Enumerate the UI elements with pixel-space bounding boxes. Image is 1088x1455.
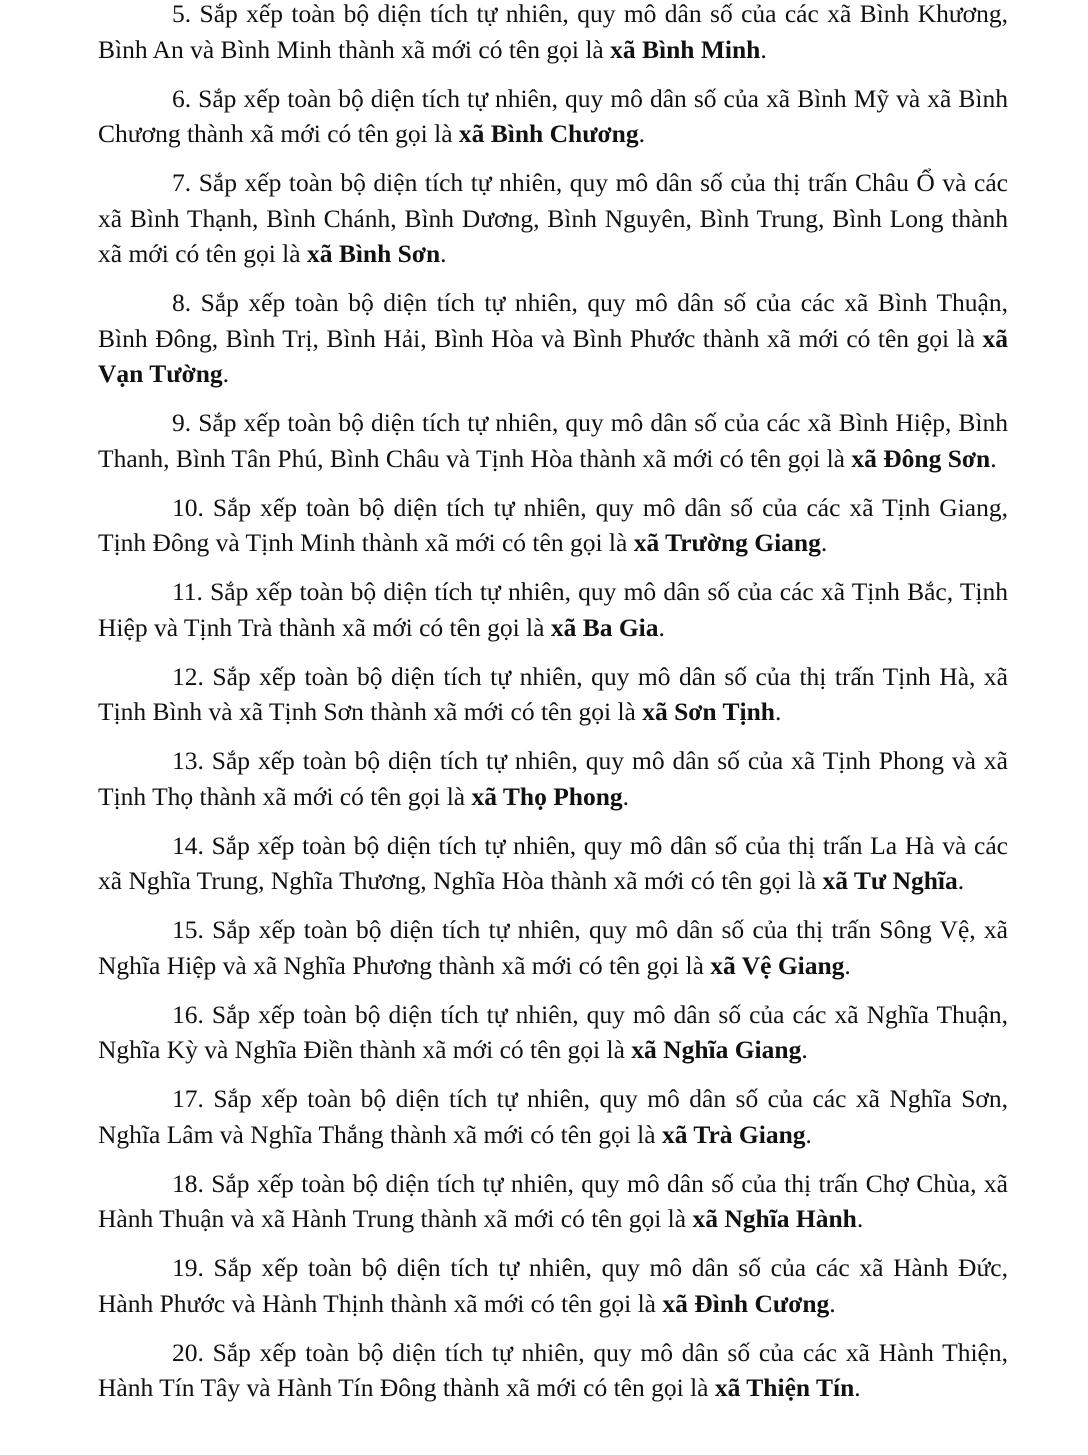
- clause-8: 8. Sắp xếp toàn bộ diện tích tự nhiên, quy mô dân số của các xã Bình Thuận, Bình Đông, Bình Trị, Bình Hải, Bình Hòa và Bình Phước thành xã mới có tên gọi là xã Vạn Tường.: [98, 288, 1008, 388]
- new-commune-name: xã Vạn Tường: [98, 323, 1008, 388]
- clause-text: 13. Sắp xếp toàn bộ diện tích tự nhiên, quy mô dân số của xã Tịnh Phong và xã Tịnh Thọ thành xã mới có tên gọi là: [98, 746, 1008, 811]
- clause-10: 10. Sắp xếp toàn bộ diện tích tự nhiên, quy mô dân số của các xã Tịnh Giang, Tịnh Đông và Tịnh Minh thành xã mới có tên gọi là xã Trường Giang.: [98, 492, 1008, 557]
- clause-13: 13. Sắp xếp toàn bộ diện tích tự nhiên, quy mô dân số của xã Tịnh Phong và xã Tịnh Thọ thành xã mới có tên gọi là xã Thọ Phong.: [98, 746, 1008, 811]
- new-commune-name: xã Bình Minh: [610, 34, 761, 64]
- new-commune-name: xã Ba Gia: [550, 612, 659, 642]
- clause-text: 8. Sắp xếp toàn bộ diện tích tự nhiên, quy mô dân số của các xã Bình Thuận, Bình Đông, Bình Trị, Bình Hải, Bình Hòa và Bình Phước thành xã mới có tên gọi là: [98, 288, 1008, 353]
- new-commune-name: xã Đình Cương: [662, 1288, 830, 1318]
- new-commune-name: xã Nghĩa Giang: [631, 1035, 802, 1064]
- clause-16: 16. Sắp xếp toàn bộ diện tích tự nhiên, quy mô dân số của các xã Nghĩa Thuận, Nghĩa Kỳ và Nghĩa Điền thành xã mới có tên gọi là xã Nghĩa Giang.: [98, 999, 1008, 1064]
- clause-text: 16. Sắp xếp toàn bộ diện tích tự nhiên, quy mô dân số của các xã Nghĩa Thuận, Nghĩa Kỳ và Nghĩa Điền thành xã mới có tên gọi là: [98, 999, 1008, 1064]
- new-commune-name: xã Tư Nghĩa: [822, 866, 958, 895]
- new-commune-name: xã Trà Giang: [661, 1119, 806, 1149]
- new-commune-name: xã Thọ Phong: [471, 781, 623, 811]
- clause-text: 15. Sắp xếp toàn bộ diện tích tự nhiên, quy mô dân số của thị trấn Sông Vệ, xã Nghĩa Hiệp và xã Nghĩa Phương thành xã mới có tên gọi là: [98, 915, 1008, 980]
- clause-text: 5. Sắp xếp toàn bộ diện tích tự nhiên, quy mô dân số của các xã Bình Khương, Bình An và Bình Minh thành xã mới có tên gọi là: [98, 0, 1008, 64]
- clause-7: 7. Sắp xếp toàn bộ diện tích tự nhiên, quy mô dân số của thị trấn Châu Ổ và các xã Bình Thạnh, Bình Chánh, Bình Dương, Bình Nguyên, Bình Trung, Bình Long thành xã mới có tên gọi là xã Bình Sơn.: [98, 168, 1008, 268]
- clause-6: 6. Sắp xếp toàn bộ diện tích tự nhiên, quy mô dân số của xã Bình Mỹ và xã Bình Chương thành xã mới có tên gọi là xã Bình Chương.: [98, 83, 1008, 148]
- clause-11: 11. Sắp xếp toàn bộ diện tích tự nhiên, quy mô dân số của các xã Tịnh Bắc, Tịnh Hiệp và Tịnh Trà thành xã mới có tên gọi là xã Ba Gia.: [98, 577, 1008, 642]
- clause-14: 14. Sắp xếp toàn bộ diện tích tự nhiên, quy mô dân số của thị trấn La Hà và các xã Nghĩa Trung, Nghĩa Thương, Nghĩa Hòa thành xã mới có tên gọi là xã Tư Nghĩa.: [98, 830, 1008, 895]
- new-commune-name: xã Vệ Giang: [710, 950, 845, 980]
- clause-18: 18. Sắp xếp toàn bộ diện tích tự nhiên, quy mô dân số của thị trấn Chợ Chùa, xã Hành Thuận và xã Hành Trung thành xã mới có tên gọi là xã Nghĩa Hành.: [98, 1168, 1008, 1233]
- new-commune-name: xã Đông Sơn: [851, 443, 991, 473]
- clause-text: 20. Sắp xếp toàn bộ diện tích tự nhiên, quy mô dân số của các xã Hành Thiện, Hành Tín Tây và Hành Tín Đông thành xã mới có tên gọi là: [98, 1337, 1008, 1402]
- clause-17: 17. Sắp xếp toàn bộ diện tích tự nhiên, quy mô dân số của các xã Nghĩa Sơn, Nghĩa Lâm và Nghĩa Thắng thành xã mới có tên gọi là xã Trà Giang.: [98, 1084, 1008, 1149]
- clause-5: 5. Sắp xếp toàn bộ diện tích tự nhiên, quy mô dân số của các xã Bình Khương, Bình An và Bình Minh thành xã mới có tên gọi là xã Bình Minh.: [98, 0, 1008, 64]
- new-commune-name: xã Nghĩa Hành: [692, 1204, 857, 1233]
- clause-text: 11. Sắp xếp toàn bộ diện tích tự nhiên, quy mô dân số của các xã Tịnh Bắc, Tịnh Hiệp và Tịnh Trà thành xã mới có tên gọi là: [98, 577, 1008, 642]
- new-commune-name: xã Bình Sơn: [306, 239, 441, 268]
- new-commune-name: xã Bình Chương: [458, 119, 639, 148]
- clause-15: 15. Sắp xếp toàn bộ diện tích tự nhiên, quy mô dân số của thị trấn Sông Vệ, xã Nghĩa Hiệp và xã Nghĩa Phương thành xã mới có tên gọi là xã Vệ Giang.: [98, 915, 1008, 980]
- clause-text: 7. Sắp xếp toàn bộ diện tích tự nhiên, quy mô dân số của thị trấn Châu Ổ và các xã Bình Thạnh, Bình Chánh, Bình Dương, Bình Nguyên, Bình Trung, Bình Long thành xã mới có tên gọi là: [98, 168, 1008, 268]
- clause-text: 6. Sắp xếp toàn bộ diện tích tự nhiên, quy mô dân số của xã Bình Mỹ và xã Bình Chương thành xã mới có tên gọi là: [98, 83, 1008, 148]
- clause-20: 20. Sắp xếp toàn bộ diện tích tự nhiên, quy mô dân số của các xã Hành Thiện, Hành Tín Tây và Hành Tín Đông thành xã mới có tên gọi là xã Thiện Tín.: [98, 1337, 1008, 1402]
- clause-text: 14. Sắp xếp toàn bộ diện tích tự nhiên, quy mô dân số của thị trấn La Hà và các xã Nghĩa Trung, Nghĩa Thương, Nghĩa Hòa thành xã mới có tên gọi là: [98, 830, 1008, 895]
- clause-text: 19. Sắp xếp toàn bộ diện tích tự nhiên, quy mô dân số của các xã Hành Đức, Hành Phước và Hành Thịnh thành xã mới có tên gọi là: [98, 1253, 1008, 1318]
- clause-text: 9. Sắp xếp toàn bộ diện tích tự nhiên, quy mô dân số của các xã Bình Hiệp, Bình Thanh, Bình Tân Phú, Bình Châu và Tịnh Hòa thành xã mới có tên gọi là: [98, 408, 1008, 473]
- clause-19: 19. Sắp xếp toàn bộ diện tích tự nhiên, quy mô dân số của các xã Hành Đức, Hành Phước và Hành Thịnh thành xã mới có tên gọi là xã Đình Cương.: [98, 1253, 1008, 1318]
- clause-text: 17. Sắp xếp toàn bộ diện tích tự nhiên, quy mô dân số của các xã Nghĩa Sơn, Nghĩa Lâm và Nghĩa Thắng thành xã mới có tên gọi là: [98, 1084, 1008, 1149]
- new-commune-name: xã Trường Giang: [633, 528, 821, 557]
- new-commune-name: xã Thiện Tín: [714, 1373, 855, 1402]
- clause-text: 12. Sắp xếp toàn bộ diện tích tự nhiên, quy mô dân số của thị trấn Tịnh Hà, xã Tịnh Bình và xã Tịnh Sơn thành xã mới có tên gọi là: [98, 661, 1008, 726]
- new-commune-name: xã Sơn Tịnh: [642, 697, 775, 726]
- clause-text: 10. Sắp xếp toàn bộ diện tích tự nhiên, quy mô dân số của các xã Tịnh Giang, Tịnh Đông và Tịnh Minh thành xã mới có tên gọi là: [98, 492, 1008, 557]
- clause-text: 18. Sắp xếp toàn bộ diện tích tự nhiên, quy mô dân số của thị trấn Chợ Chùa, xã Hành Thuận và xã Hành Trung thành xã mới có tên gọi là: [98, 1168, 1008, 1233]
- clause-9: 9. Sắp xếp toàn bộ diện tích tự nhiên, quy mô dân số của các xã Bình Hiệp, Bình Thanh, Bình Tân Phú, Bình Châu và Tịnh Hòa thành xã mới có tên gọi là xã Đông Sơn.: [98, 408, 1008, 473]
- clause-12: 12. Sắp xếp toàn bộ diện tích tự nhiên, quy mô dân số của thị trấn Tịnh Hà, xã Tịnh Bình và xã Tịnh Sơn thành xã mới có tên gọi là xã Sơn Tịnh.: [98, 661, 1008, 726]
